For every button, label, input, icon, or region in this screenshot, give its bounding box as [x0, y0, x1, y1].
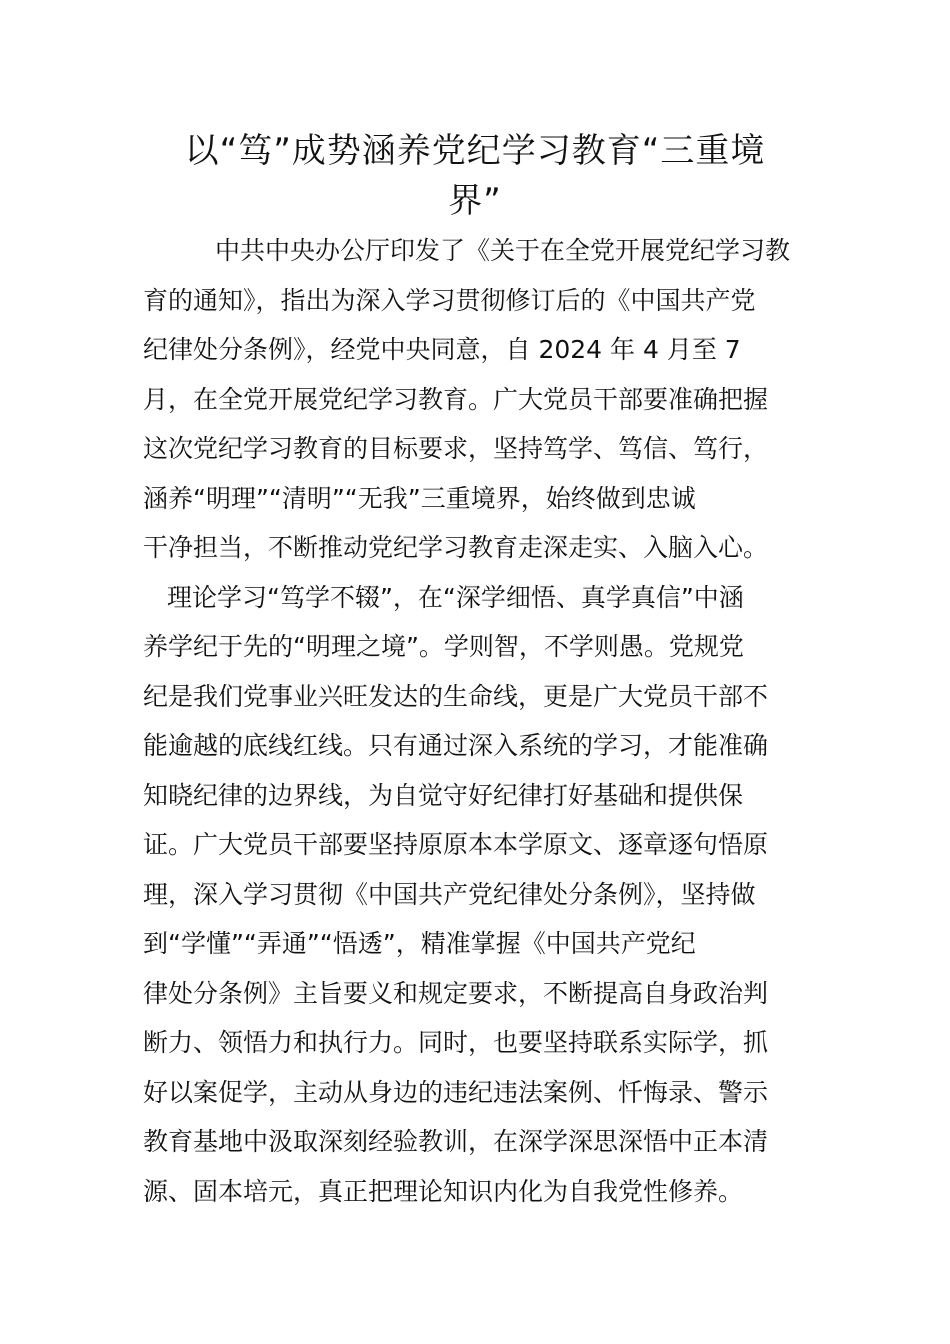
- paragraph-line: 能逾越的底线红线。只有通过深入系统的学习，才能准确: [143, 731, 769, 760]
- paragraph-line: 源、固本培元，真正把理论知识内化为自我党性修养。: [143, 1176, 744, 1206]
- paragraph-line: 知晓纪律的边界线，为自觉守好纪律打好基础和提供保: [143, 780, 744, 810]
- paragraph-line: 育的通知》，指出为深入学习贯彻修订后的《中国共产党: [143, 285, 756, 315]
- paragraph-line: 理论学习“笃学不辍”，在“深学细悟、真学真信”中涵: [167, 582, 744, 612]
- paragraph-intro: [143, 226, 813, 573]
- document-title: [140, 126, 810, 226]
- paragraph-line: 证。广大党员干部要坚持原原本本学原文、逐章逐句悟原: [143, 830, 769, 859]
- paragraph-line: 中共中央办公厅印发了《关于在全党开展党纪学习教: [215, 236, 791, 265]
- paragraph-line: 养学纪于先的“明理之境”。学则智，不学则愚。党规党: [143, 632, 744, 661]
- paragraph-line: 纪律处分条例》，经党中央同意，自 2024 年 4 月至 7: [143, 335, 741, 364]
- document-body: [143, 226, 813, 1216]
- paragraph-line: 律处分条例》主旨要义和规定要求，不断提高自身政治判: [143, 978, 769, 1008]
- paragraph-line: 教育基地中汲取深刻经验教训，在深学深思深悟中正本清: [143, 1127, 769, 1156]
- paragraph-line: 到“学懂”“弄通”“悟透”，精准掌握《中国共产党纪: [143, 929, 696, 958]
- paragraph-line: 这次党纪学习教育的目标要求，坚持笃学、笃信、笃行，: [143, 434, 769, 463]
- paragraph-line: 理，深入学习贯彻《中国共产党纪律处分条例》，坚持做: [143, 879, 756, 909]
- paragraph-line: 纪是我们党事业兴旺发达的生命线，更是广大党员干部不: [143, 681, 769, 711]
- paragraph-line: 月，在全党开展党纪学习教育。广大党员干部要准确把握: [143, 384, 769, 414]
- paragraph-line: 断力、领悟力和执行力。同时，也要坚持联系实际学，抓: [143, 1028, 769, 1057]
- paragraph-line: 干净担当，不断推动党纪学习教育走深走实、入脑入心。: [143, 533, 769, 562]
- title-line: 以“笃”成势涵养党纪学习教育“三重境: [184, 131, 766, 171]
- paragraph-theory-study: [143, 573, 813, 1217]
- paragraph-line: 涵养“明理”“清明”“无我”三重境界，始终做到忠诚: [143, 483, 696, 513]
- title-line: 界”: [448, 181, 502, 221]
- paragraph-line: 好以案促学，主动从身边的违纪违法案例、忏悔录、警示: [143, 1077, 769, 1107]
